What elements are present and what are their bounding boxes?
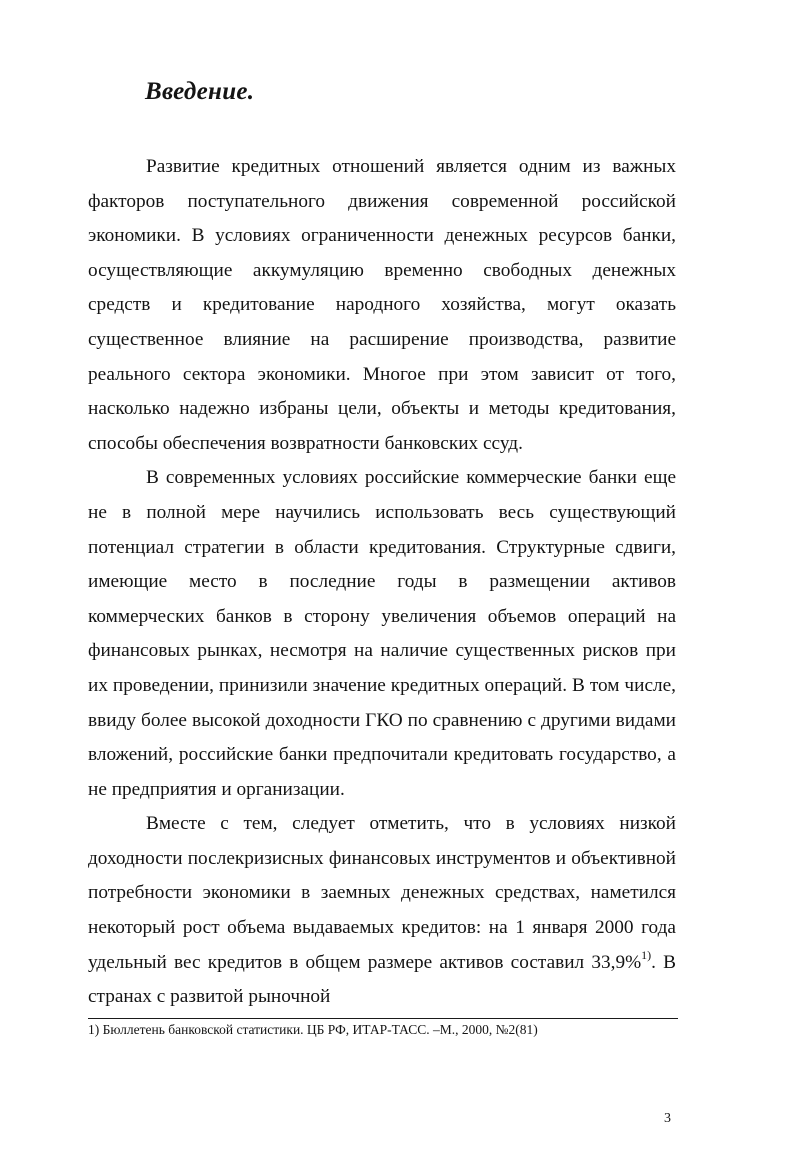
page-number: 3 bbox=[664, 1111, 671, 1126]
paragraph-3-continuation: . В странах с развитой рыночной bbox=[88, 951, 676, 1008]
section-heading: Введение. bbox=[145, 78, 255, 105]
paragraph-3 bbox=[88, 807, 676, 1015]
footnote-divider bbox=[88, 1018, 678, 1019]
body-text bbox=[88, 150, 676, 1015]
footnote-reference: 1) bbox=[641, 947, 652, 962]
paragraph-3-text: Вместе с тем, следует отметить, что в условиях низкой доходности послекризисных финансовых инструментов и объективной потребности экономики в заемных денежных средствах, наметился некоторый рост объема выдаваемых кредитов: на 1 января 2000 года удельный вес кредитов в общем размере активов составил 33,9% bbox=[88, 813, 676, 973]
paragraph-1: Развитие кредитных отношений является одним из важных факторов поступательного движения современной российской экономики. В условиях ограниченности денежных ресурсов банки, осуществляющие аккумуляцию временно свободных денежных средств и кредитование народного хозяйства, могут оказать существенное влияние на расширение производства, развитие реального сектора экономики. Многое при этом зависит от того, насколько надежно избраны цели, объекты и методы кредитования, способы обеспечения возвратности банковских ссуд. bbox=[88, 156, 676, 454]
paragraph-2: В современных условиях российские коммерческие банки еще не в полной мере научились использовать весь существующий потенциал стратегии в области кредитования. Структурные сдвиги, имеющие место в последние годы в размещении активов коммерческих банков в сторону увеличения объемов операций на финансовых рынках, несмотря на наличие существенных рисков при их проведении, принизили значение кредитных операций. В том числе, ввиду более высокой доходности ГКО по сравнению с другими видами вложений, российские банки предпочитали кредитовать государство, а не предприятия и организации. bbox=[88, 467, 676, 800]
footnote: 1) Бюллетень банковской статистики. ЦБ РФ, ИТАР-ТАСС. –М., 2000, №2(81) bbox=[88, 1022, 538, 1037]
